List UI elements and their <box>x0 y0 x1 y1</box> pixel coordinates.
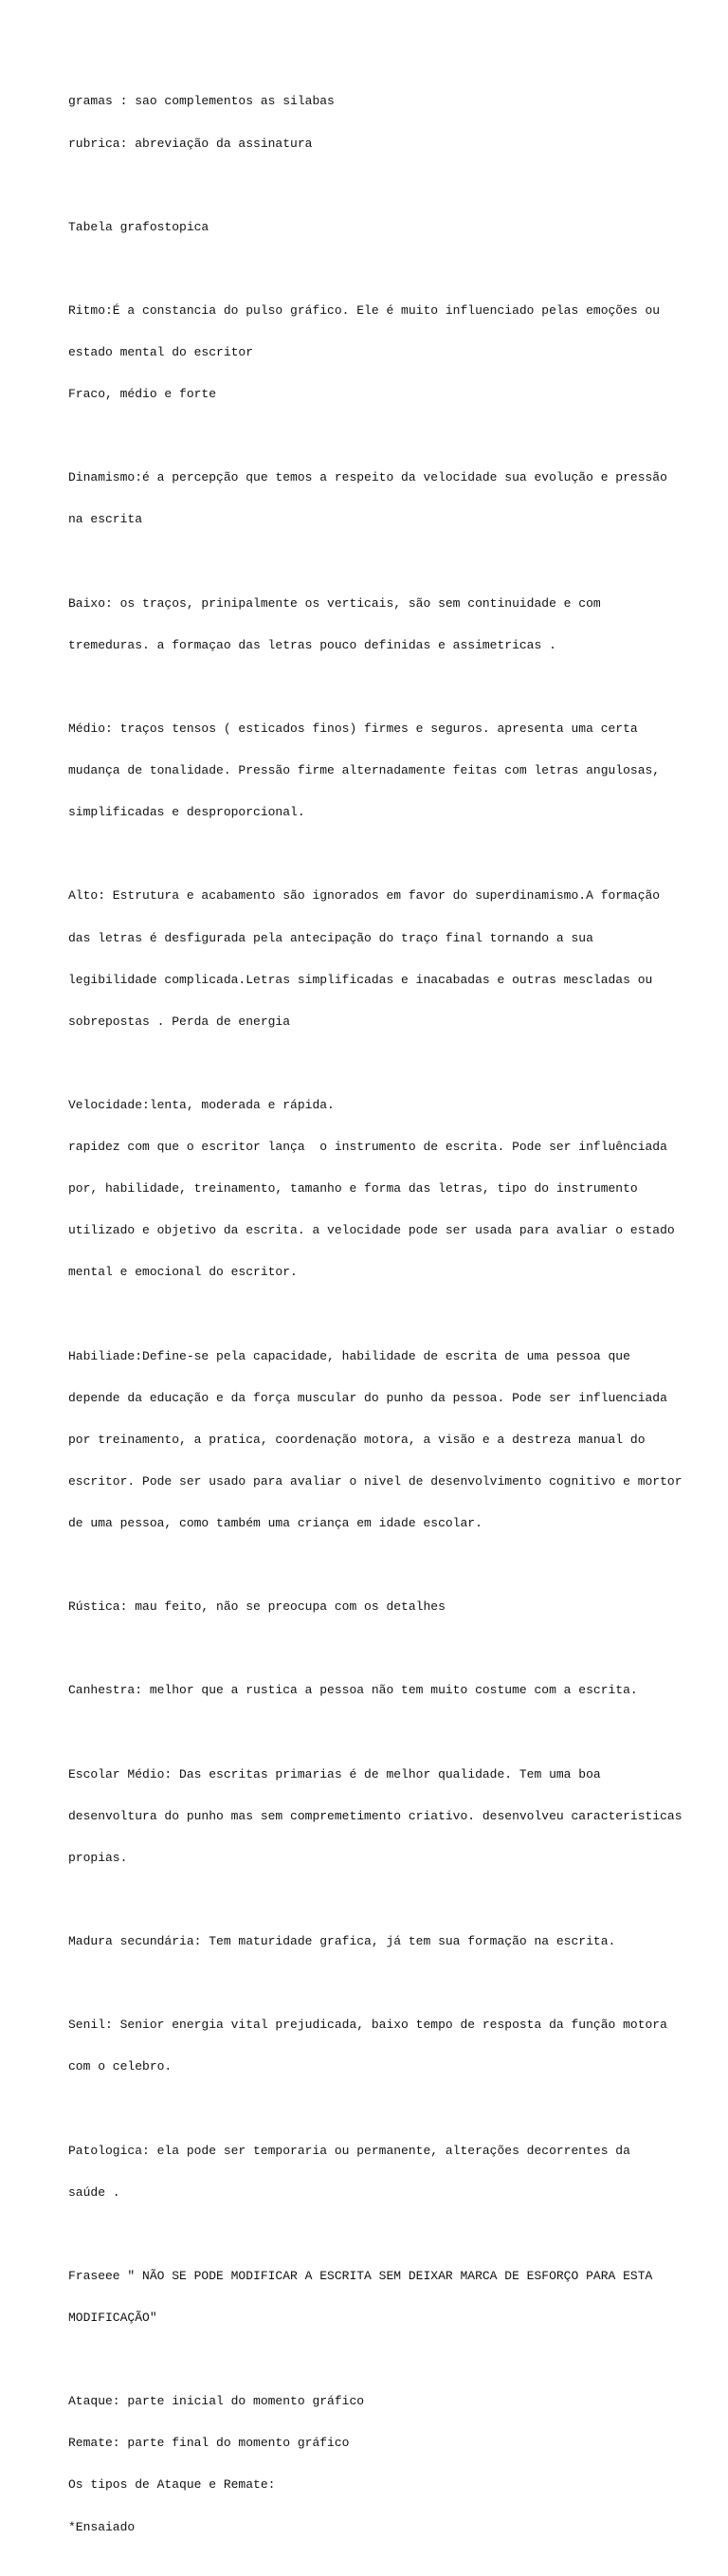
text-line: Canhestra: melhor que a rustica a pessoa não tem muito costume com a escrita. <box>68 1683 638 1698</box>
paragraph-rustica <box>68 1573 722 1643</box>
paragraph-madura <box>68 1908 722 1978</box>
text-line: Madura secundária: Tem maturidade grafica, já tem sua formação na escrita. <box>68 1934 616 1949</box>
text-line: gramas : sao complementos as silabas <box>68 94 335 109</box>
paragraph-habilidade <box>68 1322 722 1559</box>
paragraph-frase <box>68 2241 722 2353</box>
text-line: escritor. Pode ser usado para avaliar o nivel de desenvolvimento cognitivo e mortor <box>68 1473 682 1489</box>
text-line: rubrica: abreviação da assinatura <box>68 136 313 151</box>
text-line: tremeduras. a formaçao das letras pouco definidas e assimetricas . <box>68 637 556 652</box>
paragraph-escolar-medio <box>68 1740 722 1893</box>
paragraph-gramas-rubrica <box>68 67 722 179</box>
paragraph-tabela <box>68 192 722 263</box>
text-line: Médio: traços tensos ( esticados finos) firmes e seguros. apresenta uma certa <box>68 721 638 736</box>
text-line: saúde . <box>68 2184 120 2200</box>
text-line: Rústica: mau feito, não se preocupa com os detalhes <box>68 1599 446 1615</box>
text-line: depende da educação e da força muscular do punho da pessoa. Pode ser influenciada <box>68 1390 667 1405</box>
text-line: Os tipos de Ataque e Remate: <box>68 2477 276 2493</box>
text-line: Velocidade:lenta, moderada e rápida. <box>68 1097 335 1112</box>
document-page <box>68 67 722 2576</box>
text-line: Alto: Estrutura e acabamento são ignorados em favor do superdinamismo.A formação <box>68 888 661 904</box>
text-line: Remate: parte final do momento gráfico <box>68 2436 350 2451</box>
paragraph-senil <box>68 1991 722 2103</box>
text-line: por treinamento, a pratica, coordenação motora, a visão e a destreza manual do <box>68 1432 646 1447</box>
text-line: Patologica: ela pode ser temporaria ou permanente, alterações decorrentes da <box>68 2143 630 2158</box>
paragraph-alto <box>68 862 722 1057</box>
text-line: rapidez com que o escritor lança o instrumento de escrita. Pode ser influênciada <box>68 1140 667 1155</box>
text-line: Fraseee " NÃO SE PODE MODIFICAR A ESCRITA SEM DEIXAR MARCA DE ESFORÇO PARA ESTA <box>68 2268 653 2283</box>
paragraph-dinamismo <box>68 444 722 556</box>
text-line: mudança de tonalidade. Pressão firme alternadamente feitas com letras angulosas, <box>68 763 661 778</box>
text-line: Habiliade:Define-se pela capacidade, habilidade de escrita de uma pessoa que <box>68 1348 630 1363</box>
paragraph-medio <box>68 695 722 849</box>
text-line: na escrita <box>68 512 143 527</box>
text-line: mental e emocional do escritor. <box>68 1265 298 1280</box>
text-line: Baixo: os traços, prinipalmente os verticais, são sem continuidade e com <box>68 595 601 611</box>
text-line: MODIFICAÇÃO" <box>68 2310 157 2325</box>
paragraph-ataque-remate <box>68 2367 722 2563</box>
text-line: por, habilidade, treinamento, tamanho e forma das letras, tipo do instrumento <box>68 1181 638 1197</box>
text-line: de uma pessoa, como também uma criança em idade escolar. <box>68 1516 482 1530</box>
text-line: propias. <box>68 1850 128 1865</box>
text-line: desenvoltura do punho mas sem compremetimento criativo. desenvolveu caracteristicas <box>68 1808 682 1823</box>
text-line: Ritmo:É a constancia do pulso gráfico. Ele é muito influenciado pelas emoções ou <box>68 302 661 318</box>
paragraph-patologica <box>68 2116 722 2228</box>
text-line: das letras é desfigurada pela antecipação do traço final tornando a sua <box>68 930 593 945</box>
text-line: utilizado e objetivo da escrita. a velocidade pode ser usada para avaliar o estado <box>68 1223 675 1238</box>
paragraph-canhestra <box>68 1656 722 1726</box>
text-line: Escolar Médio: Das escritas primarias é de melhor qualidade. Tem uma boa <box>68 1766 601 1781</box>
text-line: com o celebro. <box>68 2059 173 2074</box>
paragraph-velocidade <box>68 1071 722 1308</box>
paragraph-baixo <box>68 569 722 681</box>
text-line: legibilidade complicada.Letras simplificadas e inacabadas e outras mescladas ou <box>68 972 653 987</box>
text-line: Senil: Senior energia vital prejudicada, baixo tempo de resposta da função motora <box>68 2018 667 2033</box>
section-heading: Tabela grafostopica <box>68 219 209 234</box>
text-line: Dinamismo:é a percepção que temos a respeito da velocidade sua evolução e pressão <box>68 470 667 485</box>
text-line: simplificadas e desproporcional. <box>68 805 305 820</box>
paragraph-ritmo <box>68 277 722 430</box>
text-line: sobrepostas . Perda de energia <box>68 1014 291 1029</box>
text-line: estado mental do escritor <box>68 345 254 360</box>
text-line: Fraco, médio e forte <box>68 387 217 402</box>
text-line: *Ensaiado <box>68 2519 136 2534</box>
text-line: Ataque: parte inicial do momento gráfico <box>68 2394 365 2409</box>
